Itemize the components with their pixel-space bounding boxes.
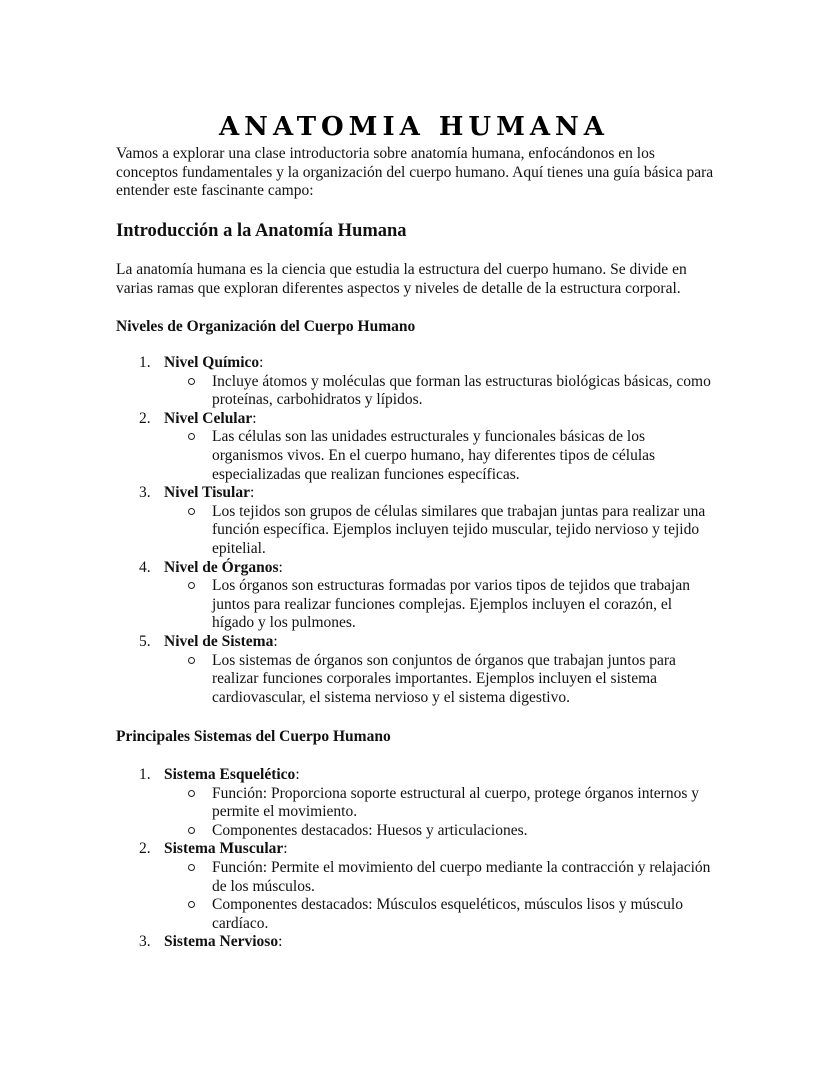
sub-list xyxy=(164,652,716,708)
circle-bullet-icon xyxy=(188,901,195,908)
circle-bullet-icon xyxy=(188,582,195,589)
sub-list xyxy=(164,577,716,633)
sub-list xyxy=(164,785,716,841)
sub-list xyxy=(164,373,716,410)
sub-list-item xyxy=(164,577,716,633)
list-number: 3. xyxy=(139,484,151,502)
levels-list xyxy=(116,354,716,707)
list-number: 1. xyxy=(139,766,151,783)
section-heading-introduccion: Introducción a la Anatomía Humana xyxy=(116,221,407,241)
item-separator: : xyxy=(249,484,255,502)
sub-list xyxy=(164,503,716,559)
item-name: Sistema Esquelético xyxy=(164,766,296,783)
list-item xyxy=(116,410,716,484)
item-separator: : xyxy=(278,558,283,576)
sub-list-item xyxy=(164,428,716,484)
sub-item-text: Componentes destacados: Músculos esqueléticos, músculos lisos y músculo cardíaco. xyxy=(212,896,683,932)
sub-item-text: Los tejidos son grupos de células similares que trabajan juntas para realizar una función específica. Ejemplos incluyen tejido muscular, tejido nervioso y tejido epitelial. xyxy=(212,502,706,557)
sub-item-text: Incluye átomos y moléculas que forman las estructuras biológicas básicas, como proteínas, carbohidratos y lípidos. xyxy=(212,372,711,409)
list-number: 1. xyxy=(139,354,151,371)
sub-list-item xyxy=(164,785,716,822)
item-name: Nivel Químico xyxy=(164,354,260,371)
sub-list-item xyxy=(164,503,716,559)
sub-list-item xyxy=(164,822,716,841)
item-separator: : xyxy=(283,840,288,858)
circle-bullet-icon xyxy=(188,864,195,871)
list-item xyxy=(116,354,716,410)
sub-item-text: Las células son las unidades estructurales y funcionales básicas de los organismos vivos. En el cuerpo humano, hay diferentes tipos de células especializadas que realizan funciones específicas. xyxy=(212,428,656,483)
list-number: 3. xyxy=(139,933,151,951)
circle-bullet-icon xyxy=(188,790,195,797)
item-separator: : xyxy=(273,632,278,650)
intro-paragraph: Vamos a explorar una clase introductoria sobre anatomía humana, enfocándonos en los conceptos fundamentales y la organización del cuerpo humano. Aquí tienes una guía básica para entender este fascinante campo: xyxy=(116,145,714,200)
item-name: Sistema Muscular xyxy=(164,840,284,858)
document-title: ANATOMIA HUMANA xyxy=(219,112,609,143)
systems-list xyxy=(116,766,716,952)
sub-list-item xyxy=(164,896,716,933)
item-separator: : xyxy=(259,354,264,371)
sub-list xyxy=(164,428,716,484)
circle-bullet-icon xyxy=(188,433,195,440)
circle-bullet-icon xyxy=(188,657,195,664)
list-number: 2. xyxy=(139,840,151,858)
sub-list-item xyxy=(164,859,716,896)
heading-sistemas: Principales Sistemas del Cuerpo Humano xyxy=(116,728,391,745)
sub-item-text: Componentes destacados: Huesos y articulaciones. xyxy=(212,821,528,839)
circle-bullet-icon xyxy=(188,827,195,834)
circle-bullet-icon xyxy=(188,508,195,515)
item-name: Nivel Celular xyxy=(164,409,253,427)
list-item xyxy=(116,559,716,633)
list-item xyxy=(116,633,716,707)
list-number: 4. xyxy=(139,558,151,576)
item-separator: : xyxy=(278,933,283,951)
section-paragraph-introduccion: La anatomía humana es la ciencia que estudia la estructura del cuerpo humano. Se divide en varias ramas que exploran diferentes aspectos y niveles de detalle de la estructura corporal. xyxy=(116,261,687,297)
sub-list-item xyxy=(164,652,716,708)
sub-item-text: Los sistemas de órganos son conjuntos de órganos que trabajan juntos para realizar funciones corporales importantes. Ejemplos incluyen el sistema cardiovascular, el sistema nervioso y el sistema digestivo. xyxy=(212,651,676,706)
heading-niveles-organizacion: Niveles de Organización del Cuerpo Humano xyxy=(116,318,416,335)
item-separator: : xyxy=(295,766,300,783)
sub-list xyxy=(164,859,716,933)
list-item xyxy=(116,766,716,840)
item-name: Nivel Tisular xyxy=(164,484,250,502)
sub-list-item xyxy=(164,373,716,410)
list-item xyxy=(116,484,716,558)
item-name: Sistema Nervioso xyxy=(164,933,279,951)
sub-item-text: Función: Proporciona soporte estructural al cuerpo, protege órganos internos y permite el movimiento. xyxy=(212,784,699,821)
list-number: 5. xyxy=(139,632,151,650)
list-number: 2. xyxy=(139,409,151,427)
item-name: Nivel de Órganos xyxy=(164,558,279,576)
circle-bullet-icon xyxy=(188,378,195,385)
sub-item-text: Función: Permite el movimiento del cuerpo mediante la contracción y relajación de los músculos. xyxy=(212,858,711,895)
list-item xyxy=(116,840,716,933)
item-name: Nivel de Sistema xyxy=(164,632,274,650)
item-separator: : xyxy=(252,409,257,427)
list-item xyxy=(116,933,716,952)
sub-item-text: Los órganos son estructuras formadas por varios tipos de tejidos que trabajan juntos para realizar funciones complejas. Ejemplos incluyen el corazón, el hígado y los pulmones. xyxy=(212,577,690,632)
